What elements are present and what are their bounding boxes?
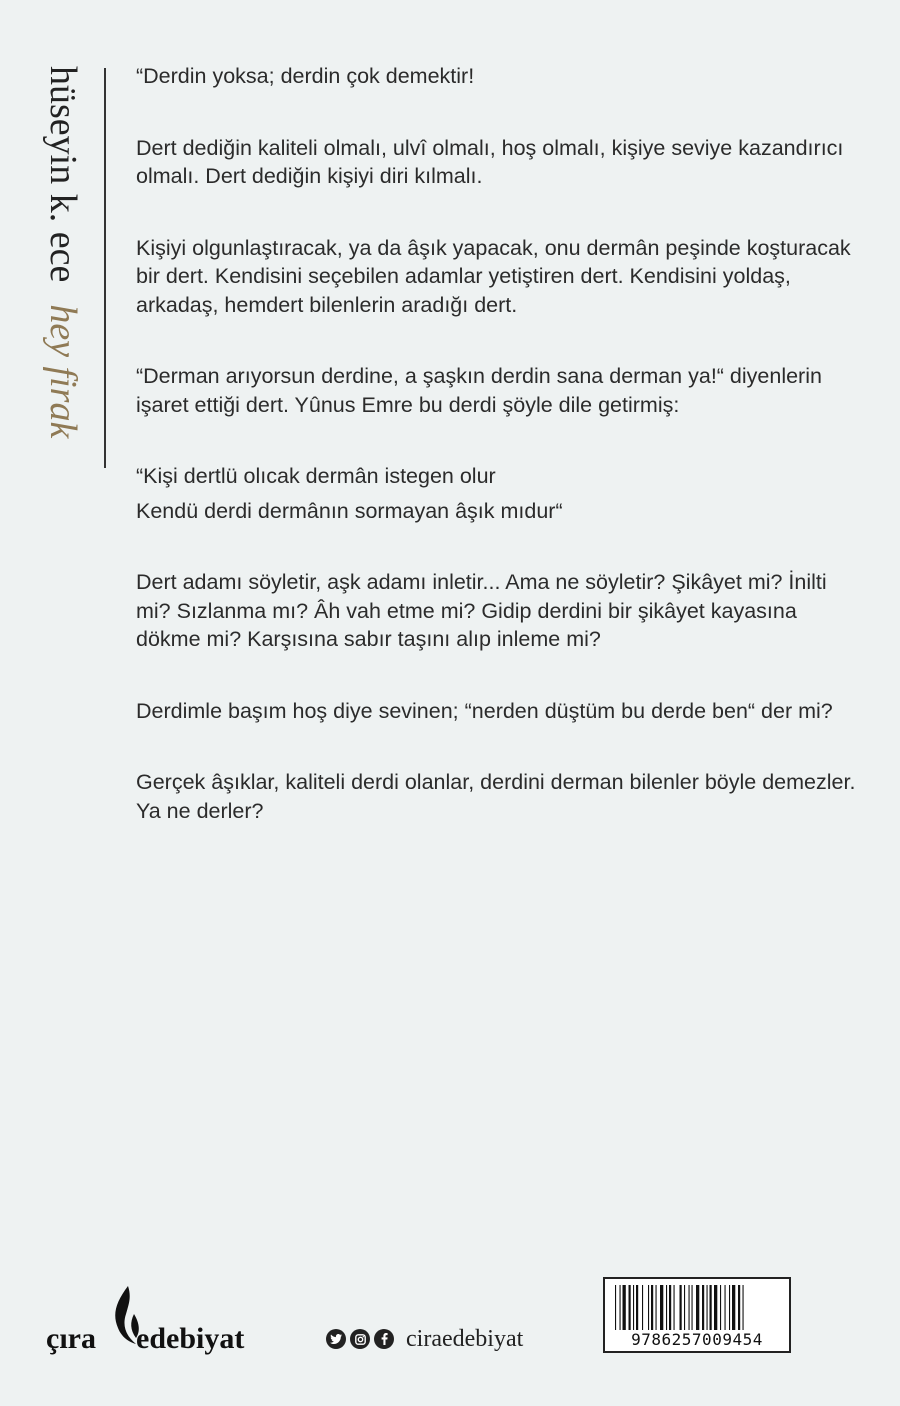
verse-line: Kendü derdi dermânın sormayan âşık mıdur“	[136, 498, 563, 523]
isbn-number: 9786257009454	[607, 1330, 787, 1349]
paragraph: Derdimle başım hoş diye sevinen; “nerden düştüm bu derde ben“ der mi?	[136, 698, 833, 723]
publisher-name-left: çıra	[46, 1322, 96, 1355]
spine-text	[40, 66, 86, 438]
instagram-icon[interactable]	[350, 1329, 370, 1349]
isbn-barcode	[603, 1277, 791, 1353]
paragraph: Kişiyi olgunlaştıracak, ya da âşık yapacak, onu dermân peşinde koşturacak bir dert. Kendisini seçebilen adamlar yetiştiren dert. Kendisini yoldaş, arkadaş, hemdert bilenlerin aradığı dert.	[136, 235, 851, 317]
publisher-logo	[46, 1280, 266, 1360]
vertical-divider	[104, 68, 106, 468]
paragraph: Dert dediğin kaliteli olmalı, ulvî olmalı, hoş olmalı, kişiye seviye kazandırıcı olmalı. Dert dediğin kişiyi diri kılmalı.	[136, 135, 844, 188]
back-cover-text	[136, 62, 856, 868]
facebook-icon[interactable]	[374, 1329, 394, 1349]
social-links	[326, 1326, 523, 1352]
social-handle[interactable]: ciraedebiyat	[406, 1325, 524, 1352]
book-title: hey firak	[42, 304, 84, 439]
paragraph: Gerçek âşıklar, kaliteli derdi olanlar, derdini derman bilenler böyle demezler. Ya ne derler?	[136, 770, 856, 823]
verse-line: “Kişi dertlü olıcak dermân istegen olur	[136, 464, 496, 488]
barcode-bars	[615, 1285, 781, 1333]
paragraph: “Derman arıyorsun derdine, a şaşkın derdin sana derman ya!“ diyenlerin işaret ettiği dert. Yûnus Emre bu derdi şöyle dile getirmiş:	[136, 364, 822, 417]
twitter-icon[interactable]	[326, 1329, 346, 1349]
paragraph: Dert adamı söyletir, aşk adamı inletir... Ama ne söyletir? Şikâyet mi? İnilti mi? Sızlanma mı? Âh vah etme mi? Gidip derdini bir şikâyet kayasına dökme mi? Karşısına sabır taşını alıp inleme mi?	[136, 570, 827, 651]
paragraph: “Derdin yoksa; derdin çok demektir!	[136, 64, 475, 88]
spine-label	[40, 66, 86, 466]
author-name: hüseyin k. ece	[42, 66, 84, 283]
publisher-name-right: edebiyat	[136, 1322, 245, 1355]
